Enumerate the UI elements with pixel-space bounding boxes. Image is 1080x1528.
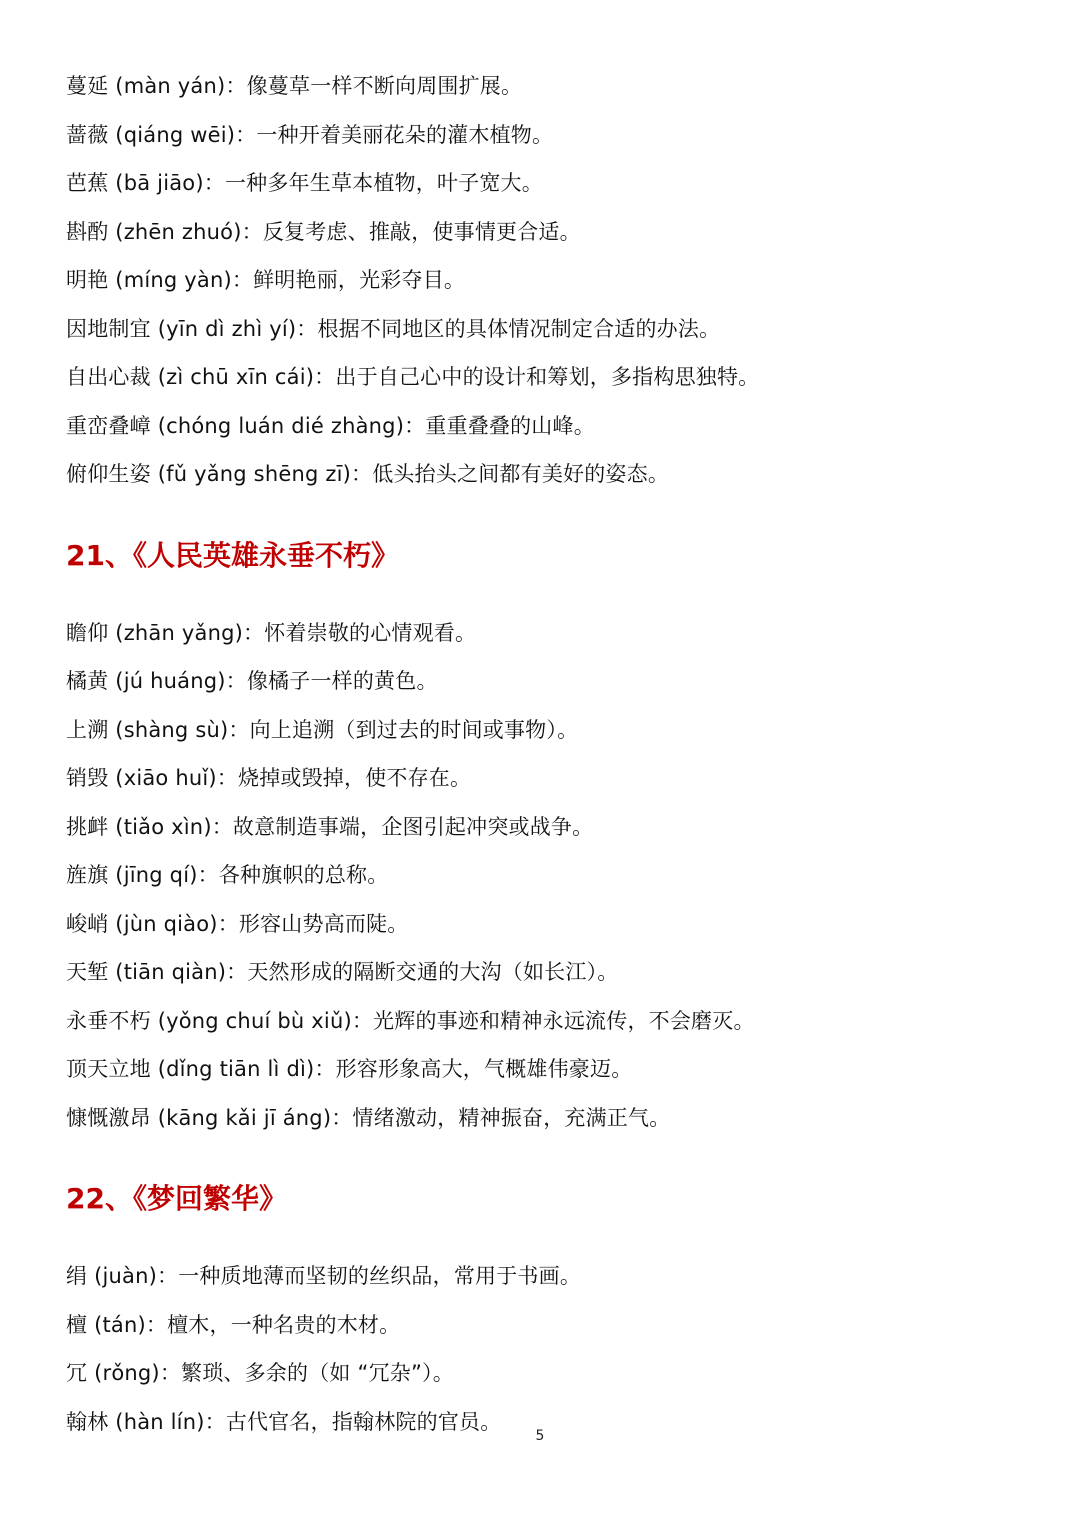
vocab-entry <box>66 1301 1016 1350</box>
vocab-pinyin: (dǐng tiān lì dì) <box>157 1057 315 1081</box>
vocab-entry <box>66 803 1016 852</box>
vocab-word: 蔓延 <box>66 74 109 98</box>
vocab-pinyin: (fǔ yǎng shēng zī) <box>157 462 352 486</box>
vocab-definition: ：情绪激动，精神振奋，充满正气。 <box>331 1105 671 1130</box>
vocab-entry <box>66 997 1016 1046</box>
vocab-pinyin: (rǒng) <box>94 1361 160 1385</box>
vocab-definition: ：重重叠叠的山峰。 <box>404 413 595 438</box>
vocab-entry <box>66 62 1016 111</box>
vocab-definition: ：出于自己心中的设计和筹划，多指构思独特。 <box>314 365 760 389</box>
vocab-definition: ：光辉的事迹和精神永远流传，不会磨灭。 <box>351 1008 755 1033</box>
vocab-definition: ：像橘子一样的黄色。 <box>225 669 438 693</box>
vocab-definition: ：反复考虑、推敲，使事情更合适。 <box>241 219 581 244</box>
vocab-entry <box>66 208 1016 257</box>
vocab-entry <box>66 1252 1016 1301</box>
vocab-definition: ：向上追溯（到过去的时间或事物）。 <box>228 717 579 742</box>
vocab-entry <box>66 305 1016 354</box>
vocab-word: 冗 <box>66 1361 88 1385</box>
vocab-pinyin: (yīn dì zhì yí) <box>157 316 297 341</box>
vocab-word: 旌旗 <box>66 863 109 887</box>
vocab-definition: ：怀着崇敬的心情观看。 <box>243 620 477 645</box>
vocab-entry <box>66 1094 1016 1143</box>
vocab-pinyin: (zì chū xīn cái) <box>157 365 315 389</box>
vocab-word: 蔷薇 <box>66 122 109 147</box>
vocab-entry <box>66 1045 1016 1094</box>
page-number: 5 <box>535 1428 545 1444</box>
vocab-pinyin: (zhān yǎng) <box>115 620 244 645</box>
vocab-pinyin: (juàn) <box>94 1264 158 1288</box>
vocab-entry <box>66 754 1016 803</box>
vocab-pinyin: (tiān qiàn) <box>115 960 227 984</box>
vocab-pinyin: (chóng luán dié zhàng) <box>157 413 405 438</box>
vocab-word: 明艳 <box>66 268 109 292</box>
vocab-definition: ：形容形象高大，气概雄伟豪迈。 <box>314 1057 633 1081</box>
document-body <box>66 62 1016 1446</box>
vocab-definition: ：繁琐、多余的（如 “冗杂”）。 <box>159 1361 454 1385</box>
vocab-entry <box>66 159 1016 208</box>
vocab-definition: ：低头抬头之间都有美好的姿态。 <box>351 462 670 486</box>
vocab-pinyin: (qiáng wēi) <box>115 122 236 147</box>
vocab-word: 瞻仰 <box>66 620 109 645</box>
vocab-entry <box>66 851 1016 900</box>
vocab-word: 重峦叠嶂 <box>66 413 151 438</box>
vocab-pinyin: (tiǎo xìn) <box>115 814 212 839</box>
vocab-word: 因地制宜 <box>66 316 151 341</box>
vocab-pinyin: (yǒng chuí bù xiǔ) <box>157 1008 352 1033</box>
vocab-word: 顶天立地 <box>66 1057 151 1081</box>
vocab-entry <box>66 948 1016 997</box>
section-22-vocabulary-list <box>66 1252 1016 1446</box>
vocab-word: 上溯 <box>66 717 109 742</box>
vocab-definition: ：古代官名，指翰林院的官员。 <box>204 1409 502 1434</box>
vocab-pinyin: (shàng sù) <box>115 717 229 742</box>
vocab-pinyin: (hàn lín) <box>115 1409 205 1434</box>
vocab-pinyin: (xiāo huǐ) <box>115 766 217 790</box>
section-21-heading: 21、《人民英雄永垂不朽》 <box>66 538 399 572</box>
vocab-definition: ：一种多年生草本植物，叶子宽大。 <box>203 171 543 195</box>
vocab-word: 芭蕉 <box>66 171 109 195</box>
section-22-heading: 22、《梦回繁华》 <box>66 1182 287 1215</box>
vocab-definition: ：一种开着美丽花朵的灌木植物。 <box>235 122 554 147</box>
vocab-definition: ：像蔓草一样不断向周围扩展。 <box>225 74 523 98</box>
vocab-definition: ：鲜明艳丽，光彩夺目。 <box>231 268 466 292</box>
vocab-pinyin: (kāng kǎi jī áng) <box>157 1105 332 1130</box>
vocab-pinyin: (jīng qí) <box>115 863 198 887</box>
vocab-entry <box>66 402 1016 451</box>
vocab-word: 斟酌 <box>66 219 109 244</box>
vocab-entry <box>66 657 1016 706</box>
vocab-definition: ：根据不同地区的具体情况制定合适的办法。 <box>296 316 721 341</box>
vocab-definition: ：一种质地薄而坚韧的丝织品，常用于书画。 <box>157 1264 582 1288</box>
vocab-word: 俯仰生姿 <box>66 462 151 486</box>
vocab-word: 永垂不朽 <box>66 1008 151 1033</box>
vocab-entry <box>66 609 1016 658</box>
vocab-word: 销毁 <box>66 766 109 790</box>
vocab-word: 绢 <box>66 1264 88 1288</box>
vocab-word: 挑衅 <box>66 814 109 839</box>
vocab-pinyin: (tán) <box>94 1312 146 1337</box>
vocab-entry <box>66 706 1016 755</box>
vocab-definition: ：烧掉或毁掉，使不存在。 <box>216 766 472 790</box>
vocab-definition: ：天然形成的隔断交通的大沟（如长江）。 <box>226 960 619 984</box>
vocab-pinyin: (màn yán) <box>115 74 226 98</box>
vocab-pinyin: (bā jiāo) <box>115 171 204 195</box>
vocab-entry <box>66 256 1016 305</box>
vocab-word: 翰林 <box>66 1409 109 1434</box>
vocab-entry <box>66 353 1016 402</box>
vocab-word: 檀 <box>66 1312 88 1337</box>
vocab-word: 天堑 <box>66 960 109 984</box>
section-21-vocabulary-list <box>66 609 1016 1143</box>
vocab-word: 橘黄 <box>66 669 109 693</box>
vocab-definition: ：各种旗帜的总称。 <box>197 863 389 887</box>
vocab-pinyin: (jùn qiào) <box>115 911 218 936</box>
vocab-definition: ：形容山势高而陡。 <box>217 911 409 936</box>
vocab-word: 峻峭 <box>66 911 109 936</box>
section-20-vocabulary-list <box>66 62 1016 499</box>
vocab-entry <box>66 1349 1016 1398</box>
vocab-entry <box>66 900 1016 949</box>
vocab-definition: ：故意制造事端，企图引起冲突或战争。 <box>211 814 594 839</box>
vocab-pinyin: (jú huáng) <box>115 669 226 693</box>
vocab-entry <box>66 111 1016 160</box>
vocab-word: 慷慨激昂 <box>66 1105 151 1130</box>
vocab-entry <box>66 450 1016 499</box>
vocab-pinyin: (zhēn zhuó) <box>115 219 242 244</box>
vocab-word: 自出心裁 <box>66 365 151 389</box>
vocab-definition: ：檀木，一种名贵的木材。 <box>145 1312 401 1337</box>
vocab-pinyin: (míng yàn) <box>115 268 232 292</box>
